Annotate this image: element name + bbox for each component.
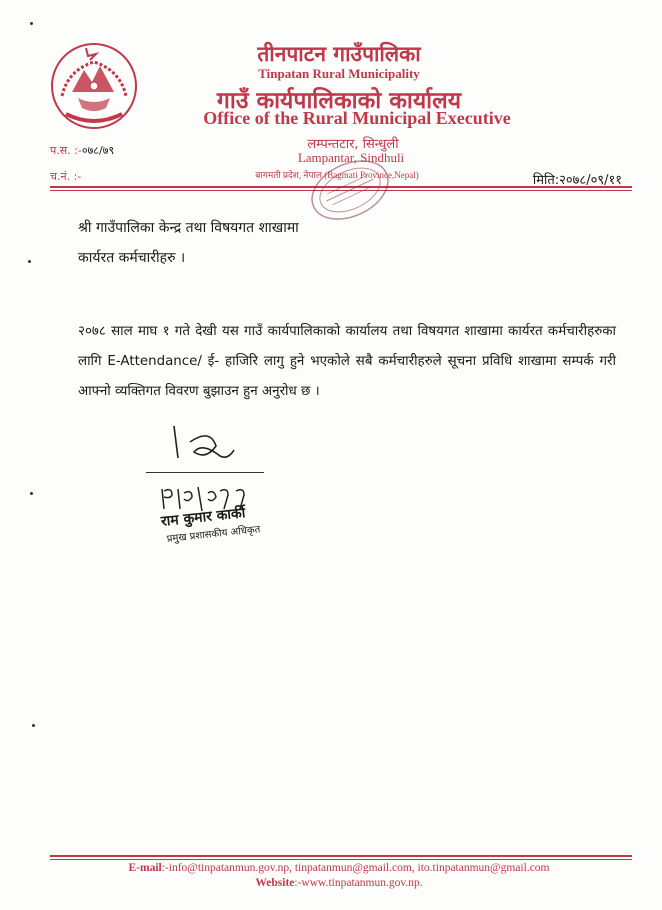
dispatch-number: [50, 169, 81, 184]
reference-label: प.स. :-: [50, 144, 82, 157]
municipality-name-np: तीनपाटन गाउँपालिका: [257, 42, 421, 66]
email-value: :-info@tinpatanmun.gov.np, tinpatanmun@gmail.com, ito.tinpatanmun@gmail.com: [161, 862, 550, 874]
office-name-en: Office of the Rural Municipal Executive: [203, 108, 511, 128]
address-en: Lampantar, Sindhuli: [297, 150, 405, 165]
addressee-line-1: श्री गाउँपालिका केन्द्र तथा विषयगत शाखामा: [78, 220, 299, 236]
office-name-np: गाउँ कार्यपालिकाको कार्यालय: [216, 88, 462, 114]
date-value: २०७८/०९/११: [559, 173, 622, 188]
province-line: बागमती प्रदेश, नेपाल (Bagmati Province,Nepal): [255, 170, 419, 180]
signature-line: [146, 472, 264, 473]
footer-divider-thin: [50, 859, 632, 860]
office-stamp: [300, 150, 400, 230]
dispatch-label: च.नं. :-: [50, 170, 82, 183]
website-label: Website: [255, 877, 295, 889]
municipality-name-en: Tinpatan Rural Municipality: [258, 66, 420, 81]
website-value: :-www.tinpatanmun.gov.np.: [294, 877, 423, 889]
addressee-line-2: कार्यरत कर्मचारीहरु ।: [78, 250, 186, 266]
email-label: E-mail: [128, 862, 162, 874]
footer-website: [8, 877, 662, 889]
date-label: मिति:: [532, 173, 560, 188]
signatory-name: राम कुमार कार्की: [160, 505, 247, 530]
footer-divider: [50, 855, 632, 857]
scan-speck: [28, 260, 31, 263]
reference-number: [50, 143, 114, 158]
scan-speck: [30, 22, 33, 25]
signatory-title: प्रमुख प्रशासकीय अधिकृत: [166, 524, 261, 545]
scan-speck: [32, 724, 35, 727]
address-np: लम्पन्तटार, सिन्धुली: [307, 137, 399, 152]
reference-value: ०७८/७९: [81, 144, 115, 157]
signature-scribble: [150, 420, 270, 480]
scan-speck: [30, 492, 33, 495]
letter-body: २०७८ साल माघ १ गते देखी यस गाउँ कार्यपालिकाको कार्यालय तथा विषयगत शाखामा कार्यरत कर्मचारीहरुका लागि E-Attendance/ ई- हाजिरि लागु हुने भएकोले सबै कर्मचारीहरुले सूचना प्रविधि शाखामा सम्पर्क गरी आफ्नो व्यक्तिगत विवरण बुझाउन हुन अनुरोध छ ।: [78, 324, 616, 399]
footer-email: [8, 862, 662, 874]
